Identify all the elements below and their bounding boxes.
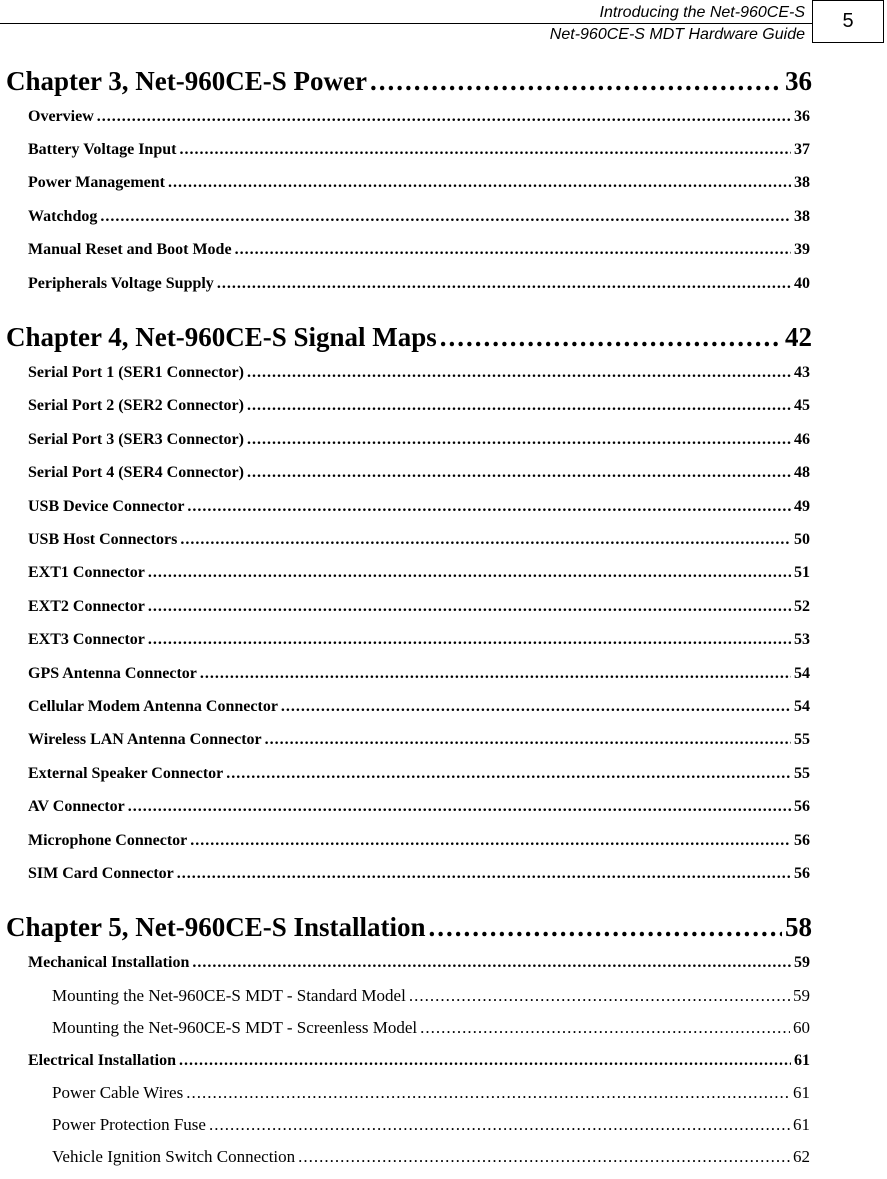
toc-entry-title: Serial Port 4 (SER4 Connector) — [28, 464, 244, 482]
toc-dot-leader — [247, 464, 791, 482]
toc-dot-leader — [128, 798, 791, 816]
toc-entry-page-number: 56 — [794, 831, 810, 849]
toc-entry-title: Microphone Connector — [28, 831, 188, 849]
toc-section-entry[interactable] — [6, 490, 810, 523]
toc-entry-page-number: 43 — [794, 364, 810, 382]
toc-entry-title: Serial Port 3 (SER3 Connector) — [28, 430, 244, 448]
toc-entry-page-number: 56 — [794, 798, 810, 816]
toc-entry-page-number: 36 — [785, 65, 812, 96]
toc-entry-page-number: 62 — [793, 1147, 810, 1167]
toc-dot-leader — [180, 531, 791, 549]
page-number: 5 — [842, 10, 854, 32]
toc-entry-page-number: 56 — [794, 864, 810, 882]
toc-dot-leader — [192, 954, 791, 972]
toc-section-entry[interactable] — [6, 824, 810, 857]
toc-chapter-entry[interactable] — [6, 909, 812, 947]
toc-entry-page-number: 45 — [794, 397, 810, 415]
toc-chapter — [6, 318, 812, 890]
toc-entry-page-number: 55 — [794, 764, 810, 782]
toc-entry-title: Watchdog — [28, 207, 98, 225]
toc-entry-title: Electrical Installation — [28, 1051, 176, 1069]
toc-dot-leader — [247, 431, 791, 449]
toc-entry-title: Chapter 5, Net-960CE-S Installation — [6, 912, 426, 943]
toc-dot-leader — [168, 174, 791, 192]
toc-section-entry[interactable] — [6, 947, 810, 980]
toc-subsection-entry[interactable] — [6, 1012, 810, 1044]
toc-entry-page-number: 54 — [794, 697, 810, 715]
toc-section-entry[interactable] — [6, 657, 810, 690]
toc-section-entry[interactable] — [6, 356, 810, 389]
toc-entry-title: EXT2 Connector — [28, 597, 145, 615]
toc-section-entry[interactable] — [6, 167, 810, 200]
toc-dot-leader — [298, 1147, 790, 1167]
toc-entry-title: Vehicle Ignition Switch Connection — [52, 1147, 296, 1167]
header-document-title: Net-960CE-S MDT Hardware Guide — [549, 26, 805, 43]
toc-dot-leader — [217, 275, 791, 293]
page-header — [0, 0, 887, 50]
toc-entry-title: Power Cable Wires — [52, 1083, 184, 1103]
toc-entry-page-number: 55 — [794, 731, 810, 749]
toc-dot-leader — [179, 141, 791, 159]
toc-entry-title: Peripherals Voltage Supply — [28, 274, 214, 292]
toc-entry-title: USB Device Connector — [28, 497, 185, 515]
toc-entry-page-number: 39 — [794, 241, 810, 259]
toc-entry-page-number: 46 — [794, 430, 810, 448]
toc-entry-page-number: 51 — [794, 564, 810, 582]
toc-section-entry[interactable] — [6, 790, 810, 823]
toc-entry-title: External Speaker Connector — [28, 764, 224, 782]
toc-section-entry[interactable] — [6, 623, 810, 656]
toc-entry-title: Serial Port 2 (SER2 Connector) — [28, 397, 244, 415]
toc-entry-title: Mounting the Net-960CE-S MDT - Screenless Model — [52, 1017, 418, 1037]
toc-entry-title: USB Host Connectors — [28, 530, 178, 548]
header-text — [550, 2, 805, 46]
toc-section-entry[interactable] — [6, 690, 810, 723]
toc-entry-title: Battery Voltage Input — [28, 141, 177, 159]
toc-entry-title: EXT3 Connector — [28, 631, 145, 649]
toc-entry-title: Mounting the Net-960CE-S MDT - Standard Model — [52, 985, 406, 1005]
toc-entry-title: Chapter 3, Net-960CE-S Power — [6, 65, 367, 96]
toc-entry-page-number: 50 — [794, 530, 810, 548]
toc-section-entry[interactable] — [6, 557, 810, 590]
toc-section-entry[interactable] — [6, 234, 810, 267]
toc-section-entry[interactable] — [6, 724, 810, 757]
toc-section-entry[interactable] — [6, 1044, 810, 1077]
toc-dot-leader — [97, 108, 791, 126]
toc-entry-title: EXT1 Connector — [28, 564, 145, 582]
page-number-box — [812, 0, 884, 43]
toc-entry-page-number: 36 — [794, 107, 810, 125]
toc-entry-title: Power Protection Fuse — [52, 1115, 206, 1135]
toc-dot-leader — [429, 912, 782, 943]
toc-chapter — [6, 62, 812, 300]
toc-chapter-entry[interactable] — [6, 318, 812, 356]
toc-entry-title: SIM Card Connector — [28, 864, 174, 882]
toc-dot-leader — [370, 66, 782, 97]
toc-section-entry[interactable] — [6, 267, 810, 300]
toc-entry-page-number: 61 — [794, 1051, 810, 1069]
toc-subsection-entry[interactable] — [6, 980, 810, 1012]
toc-dot-leader — [440, 322, 782, 353]
header-rule — [0, 23, 812, 24]
toc-subsection-entry[interactable] — [6, 1077, 810, 1109]
toc-entry-page-number: 49 — [794, 497, 810, 515]
toc-dot-leader — [186, 1083, 790, 1103]
toc-entry-page-number: 58 — [785, 912, 812, 943]
toc-dot-leader — [179, 1052, 791, 1070]
toc-dot-leader — [187, 498, 791, 516]
toc-dot-leader — [247, 397, 791, 415]
toc-dot-leader — [265, 731, 791, 749]
table-of-contents — [6, 62, 812, 1179]
header-section-title: Introducing the Net-960CE-S — [599, 4, 805, 21]
toc-dot-leader — [177, 865, 791, 883]
toc-dot-leader — [100, 208, 791, 226]
toc-section-entry[interactable] — [6, 423, 810, 456]
toc-section-entry[interactable] — [6, 757, 810, 790]
toc-subsection-entry[interactable] — [6, 1109, 810, 1141]
toc-section-entry[interactable] — [6, 133, 810, 166]
toc-entry-page-number: 40 — [794, 274, 810, 292]
toc-entry-page-number: 54 — [794, 664, 810, 682]
toc-entry-page-number: 52 — [794, 597, 810, 615]
toc-dot-leader — [148, 598, 791, 616]
toc-entry-page-number: 61 — [793, 1115, 810, 1135]
toc-chapter-entry[interactable] — [6, 62, 812, 100]
toc-entry-page-number: 61 — [793, 1083, 810, 1103]
toc-section-entry[interactable] — [6, 390, 810, 423]
toc-dot-leader — [281, 698, 791, 716]
toc-entry-page-number: 37 — [794, 141, 810, 159]
toc-section-entry[interactable] — [6, 100, 810, 133]
toc-dot-leader — [190, 832, 791, 850]
toc-dot-leader — [148, 564, 791, 582]
toc-entry-title: Wireless LAN Antenna Connector — [28, 731, 262, 749]
toc-entry-title: Manual Reset and Boot Mode — [28, 241, 232, 259]
toc-section-entry[interactable] — [6, 200, 810, 233]
toc-chapter — [6, 909, 812, 1174]
toc-entry-title: Power Management — [28, 174, 165, 192]
toc-entry-title: Mechanical Installation — [28, 954, 190, 972]
toc-subsection-entry[interactable] — [6, 1141, 810, 1173]
toc-entry-page-number: 59 — [793, 985, 810, 1005]
toc-dot-leader — [209, 1115, 790, 1135]
toc-dot-leader — [200, 665, 791, 683]
toc-section-entry[interactable] — [6, 523, 810, 556]
toc-entry-title: AV Connector — [28, 798, 125, 816]
toc-dot-leader — [420, 1018, 790, 1038]
toc-entry-page-number: 38 — [794, 207, 810, 225]
toc-entry-page-number: 42 — [785, 321, 812, 352]
toc-entry-title: Cellular Modem Antenna Connector — [28, 697, 278, 715]
toc-section-entry[interactable] — [6, 590, 810, 623]
toc-entry-title: Serial Port 1 (SER1 Connector) — [28, 364, 244, 382]
toc-section-entry[interactable] — [6, 857, 810, 890]
toc-dot-leader — [247, 364, 791, 382]
toc-entry-title: GPS Antenna Connector — [28, 664, 197, 682]
toc-dot-leader — [409, 986, 790, 1006]
toc-entry-title: Chapter 4, Net-960CE-S Signal Maps — [6, 321, 437, 352]
toc-entry-page-number: 48 — [794, 464, 810, 482]
toc-entry-page-number: 59 — [794, 954, 810, 972]
toc-dot-leader — [226, 765, 791, 783]
toc-entry-page-number: 60 — [793, 1017, 810, 1037]
toc-entry-page-number: 38 — [794, 174, 810, 192]
toc-section-entry[interactable] — [6, 457, 810, 490]
toc-entry-page-number: 53 — [794, 631, 810, 649]
toc-entry-title: Overview — [28, 107, 94, 125]
toc-dot-leader — [235, 241, 791, 259]
toc-dot-leader — [148, 631, 791, 649]
